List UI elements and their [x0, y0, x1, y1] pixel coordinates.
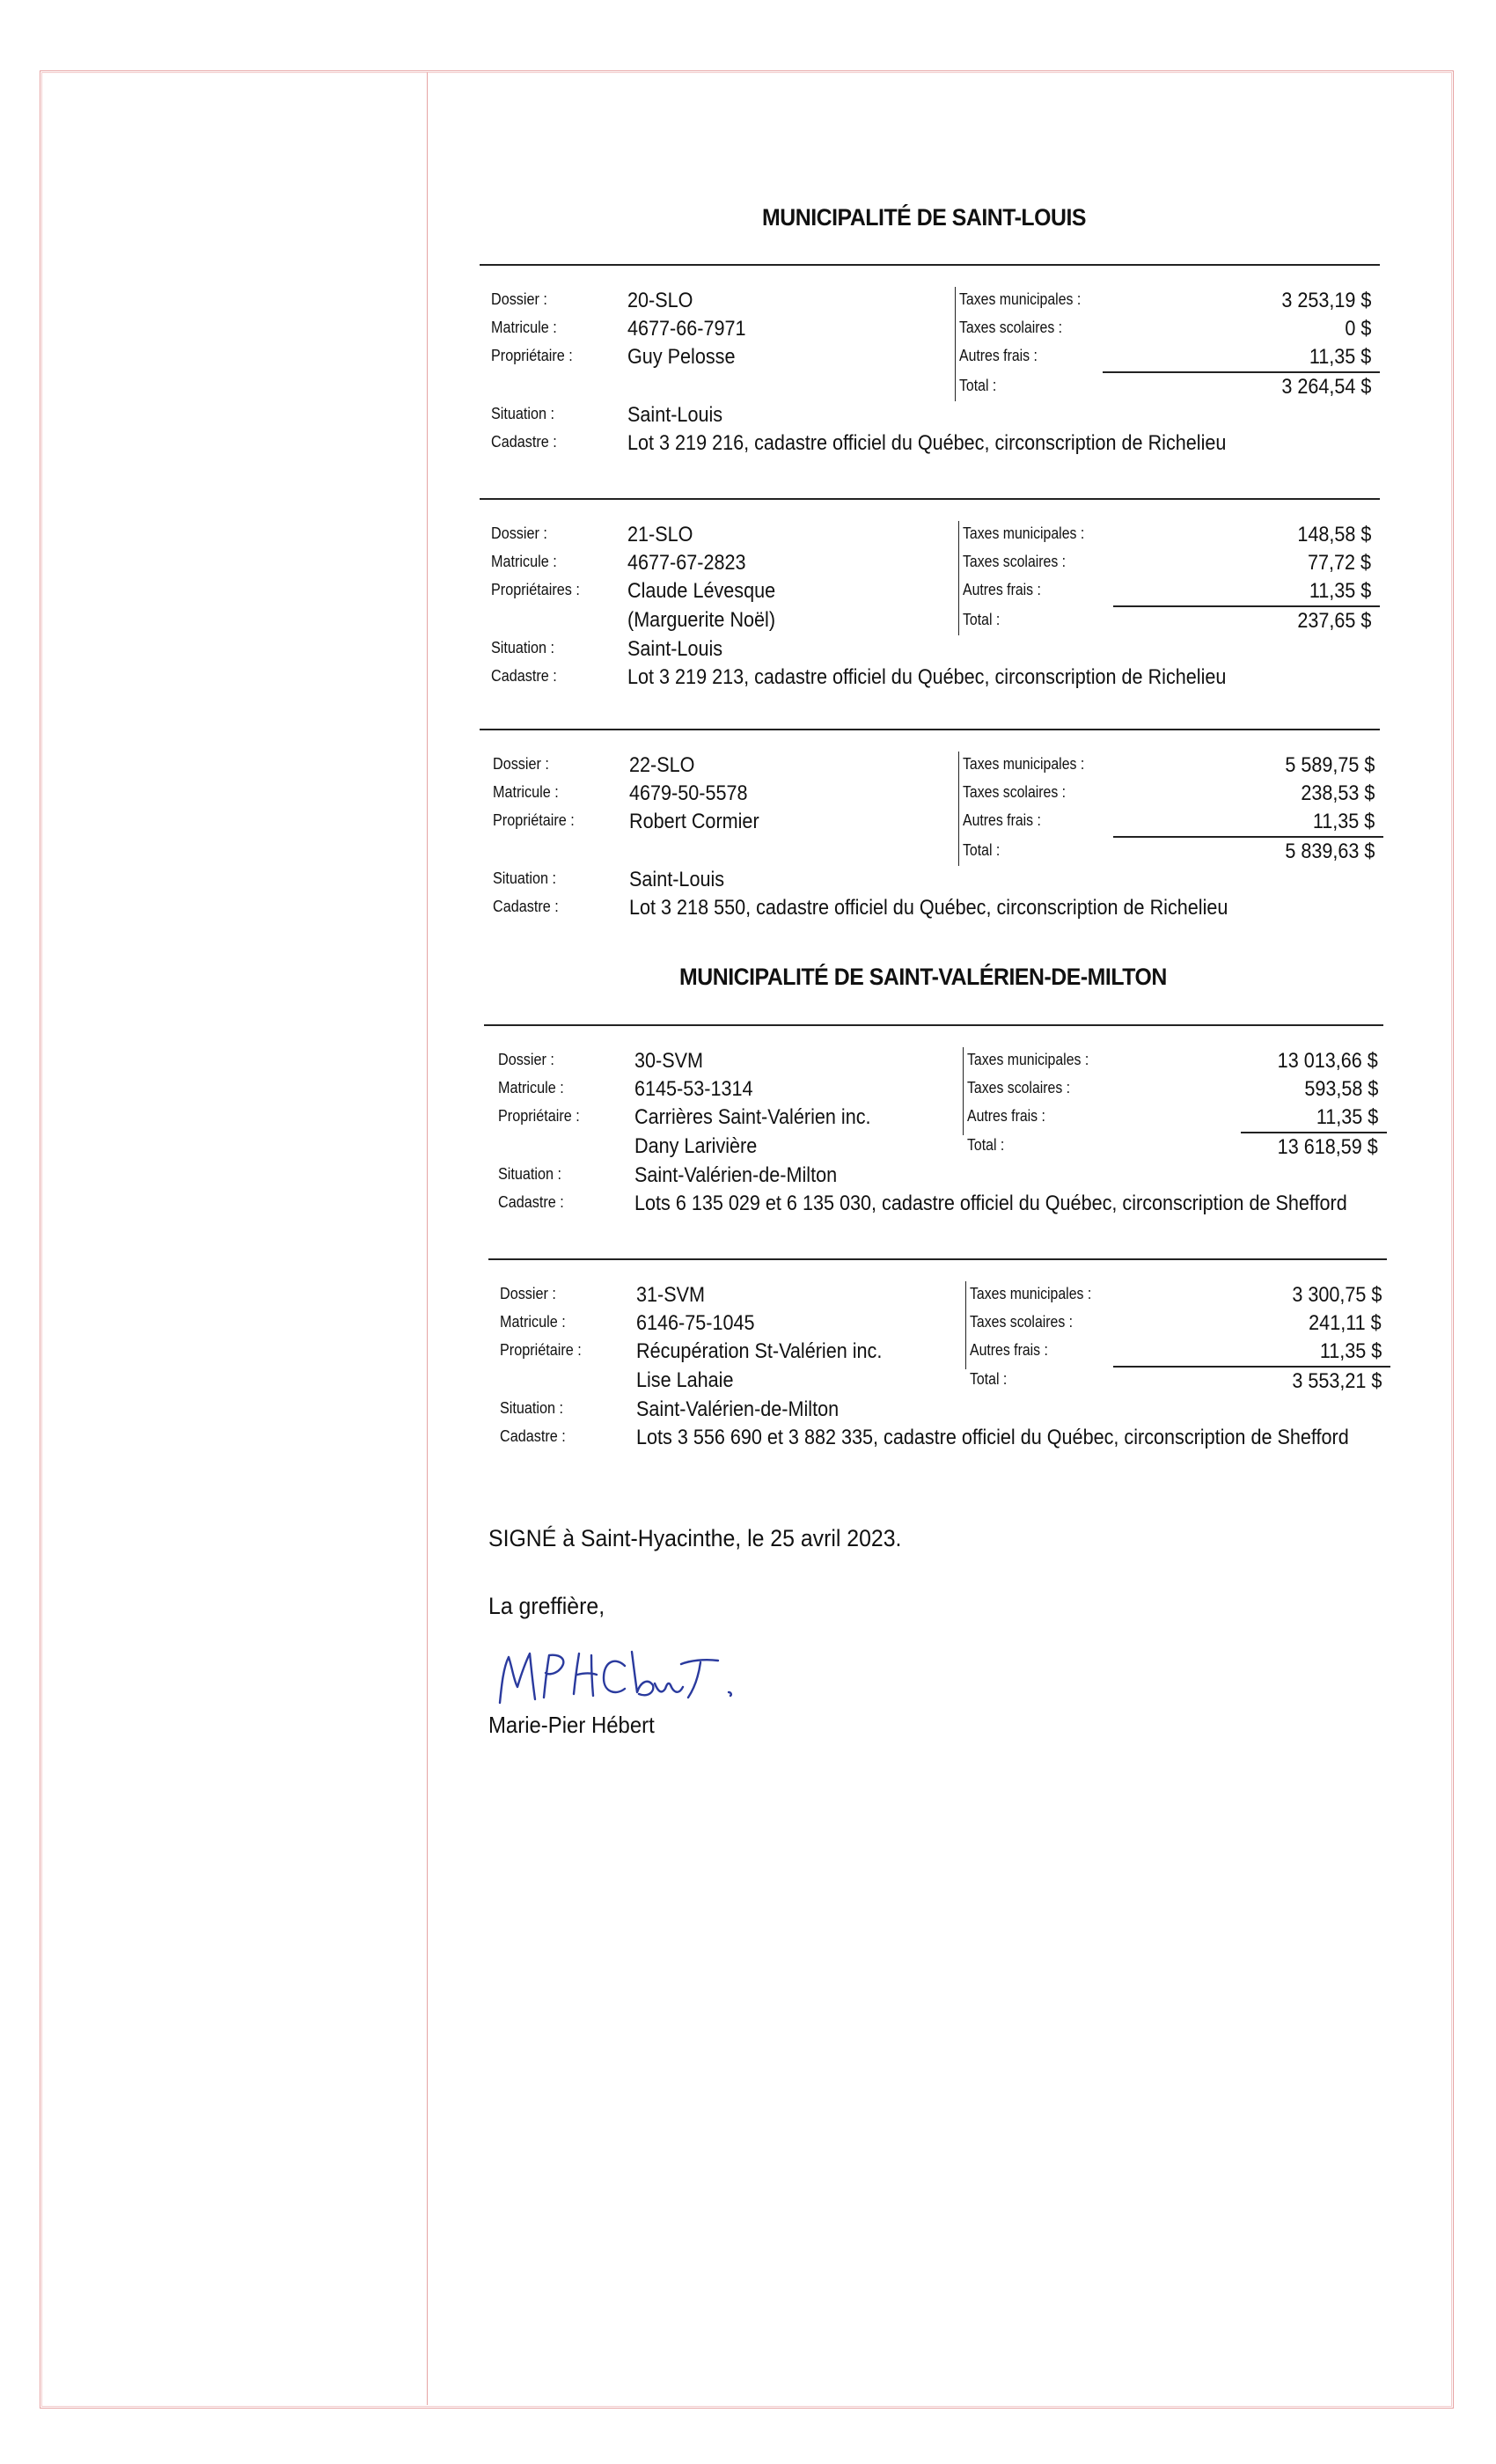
dossier-value: 21-SLO [627, 523, 693, 546]
situation-label: Situation : [498, 1165, 562, 1183]
matricule-value: 4679-50-5578 [629, 781, 748, 805]
school-amount: 241,11 $ [1309, 1311, 1382, 1335]
other-label: Autres frais : [970, 1341, 1048, 1359]
total-label: Total : [959, 377, 997, 394]
signatory-name: Marie-Pier Hébert [488, 1712, 655, 1738]
owner-value-2: Lise Lahaie [636, 1368, 734, 1392]
other-amount: 11,35 $ [1309, 345, 1371, 369]
matricule-label: Matricule : [491, 553, 557, 570]
owner-value: Récupération St-Valérien inc. [636, 1339, 883, 1363]
situation-value: Saint-Valérien-de-Milton [634, 1163, 838, 1187]
cadastre-value: Lots 6 135 029 et 6 135 030, cadastre officiel du Québec, circonscription de Shefford [634, 1192, 1347, 1215]
total-label: Total : [963, 841, 1001, 859]
situation-label: Situation : [493, 869, 557, 887]
other-amount: 11,35 $ [1319, 1339, 1382, 1363]
municipal-amount: 3 253,19 $ [1280, 289, 1371, 312]
dossier-value: 30-SVM [634, 1049, 704, 1073]
owner-value-2: Dany Larivière [634, 1134, 758, 1158]
section-title-saint-valerien: MUNICIPALITÉ DE SAINT-VALÉRIEN-DE-MILTON [679, 964, 1167, 990]
owner-label: Propriétaires : [491, 581, 580, 598]
dossier-value: 20-SLO [627, 289, 693, 312]
municipal-label: Taxes municipales : [963, 755, 1085, 773]
situation-value: Saint-Louis [627, 403, 723, 427]
dossier-label: Dossier : [491, 524, 547, 542]
owner-label: Propriétaire : [498, 1107, 580, 1125]
other-amount: 11,35 $ [1312, 810, 1375, 833]
municipal-amount: 3 300,75 $ [1291, 1283, 1382, 1307]
school-label: Taxes scolaires : [963, 553, 1067, 570]
cadastre-value: Lots 3 556 690 et 3 882 335, cadastre officiel du Québec, circonscription de Shefford [636, 1426, 1349, 1449]
cadastre-label: Cadastre : [491, 667, 557, 685]
school-label: Taxes scolaires : [967, 1079, 1071, 1096]
dossier-value: 22-SLO [629, 753, 695, 777]
situation-label: Situation : [491, 639, 555, 656]
total-amount: 5 839,63 $ [1284, 840, 1375, 863]
matricule-label: Matricule : [498, 1079, 564, 1096]
municipal-amount: 148,58 $ [1296, 523, 1371, 546]
municipal-amount: 13 013,66 $ [1277, 1049, 1378, 1073]
margin-line [427, 72, 428, 2405]
municipal-label: Taxes municipales : [959, 290, 1082, 308]
situation-label: Situation : [491, 405, 555, 422]
municipal-label: Taxes municipales : [970, 1285, 1092, 1302]
situation-value: Saint-Louis [627, 637, 723, 661]
other-label: Autres frais : [963, 581, 1041, 598]
section-title-saint-louis: MUNICIPALITÉ DE SAINT-LOUIS [762, 204, 1087, 231]
other-amount: 11,35 $ [1316, 1105, 1378, 1129]
cadastre-label: Cadastre : [491, 433, 557, 451]
matricule-label: Matricule : [493, 783, 559, 801]
page-frame-inner [41, 72, 1452, 2407]
cadastre-value: Lot 3 219 216, cadastre officiel du Québec, circonscription de Richelieu [627, 431, 1227, 455]
school-amount: 238,53 $ [1300, 781, 1375, 805]
cadastre-label: Cadastre : [500, 1427, 566, 1445]
role-line: La greffière, [488, 1593, 605, 1619]
school-label: Taxes scolaires : [970, 1313, 1074, 1331]
total-label: Total : [970, 1370, 1008, 1388]
owner-label: Propriétaire : [491, 347, 573, 364]
total-amount: 237,65 $ [1296, 609, 1371, 633]
dossier-label: Dossier : [491, 290, 547, 308]
total-amount: 13 618,59 $ [1277, 1135, 1378, 1159]
matricule-value: 4677-66-7971 [627, 317, 746, 341]
owner-label: Propriétaire : [493, 811, 575, 829]
dossier-label: Dossier : [493, 755, 549, 773]
cadastre-value: Lot 3 218 550, cadastre officiel du Québec, circonscription de Richelieu [629, 896, 1228, 920]
tax-box [963, 1047, 964, 1135]
school-amount: 77,72 $ [1307, 551, 1371, 575]
total-label: Total : [963, 611, 1001, 628]
owner-label: Propriétaire : [500, 1341, 582, 1359]
other-label: Autres frais : [967, 1107, 1045, 1125]
other-label: Autres frais : [959, 347, 1038, 364]
total-amount: 3 553,21 $ [1291, 1369, 1382, 1393]
dossier-label: Dossier : [500, 1285, 556, 1302]
tax-box [965, 1281, 966, 1369]
tax-box [955, 287, 956, 401]
cadastre-label: Cadastre : [498, 1193, 564, 1211]
other-label: Autres frais : [963, 811, 1041, 829]
total-amount: 3 264,54 $ [1280, 375, 1371, 399]
owner-value-2: (Marguerite Noël) [627, 608, 776, 632]
school-label: Taxes scolaires : [963, 783, 1067, 801]
school-label: Taxes scolaires : [959, 319, 1063, 336]
municipal-label: Taxes municipales : [967, 1051, 1089, 1068]
owner-value: Robert Cormier [629, 810, 759, 833]
dossier-value: 31-SVM [636, 1283, 706, 1307]
signature-image [493, 1641, 757, 1720]
other-amount: 11,35 $ [1309, 579, 1371, 603]
tax-box [958, 752, 959, 866]
matricule-label: Matricule : [500, 1313, 566, 1331]
matricule-value: 4677-67-2823 [627, 551, 746, 575]
owner-value: Guy Pelosse [627, 345, 736, 369]
cadastre-value: Lot 3 219 213, cadastre officiel du Québec, circonscription de Richelieu [627, 665, 1227, 689]
matricule-label: Matricule : [491, 319, 557, 336]
tax-box [958, 521, 959, 635]
situation-label: Situation : [500, 1399, 564, 1417]
matricule-value: 6145-53-1314 [634, 1077, 753, 1101]
cadastre-label: Cadastre : [493, 898, 559, 915]
situation-value: Saint-Valérien-de-Milton [636, 1397, 840, 1421]
total-label: Total : [967, 1136, 1005, 1154]
signed-line: SIGNÉ à Saint-Hyacinthe, le 25 avril 2023. [488, 1525, 902, 1551]
municipal-label: Taxes municipales : [963, 524, 1085, 542]
situation-value: Saint-Louis [629, 868, 725, 891]
owner-value: Claude Lévesque [627, 579, 776, 603]
dossier-label: Dossier : [498, 1051, 554, 1068]
school-amount: 593,58 $ [1303, 1077, 1378, 1101]
school-amount: 0 $ [1344, 317, 1371, 341]
matricule-value: 6146-75-1045 [636, 1311, 755, 1335]
municipal-amount: 5 589,75 $ [1284, 753, 1375, 777]
owner-value: Carrières Saint-Valérien inc. [634, 1105, 871, 1129]
